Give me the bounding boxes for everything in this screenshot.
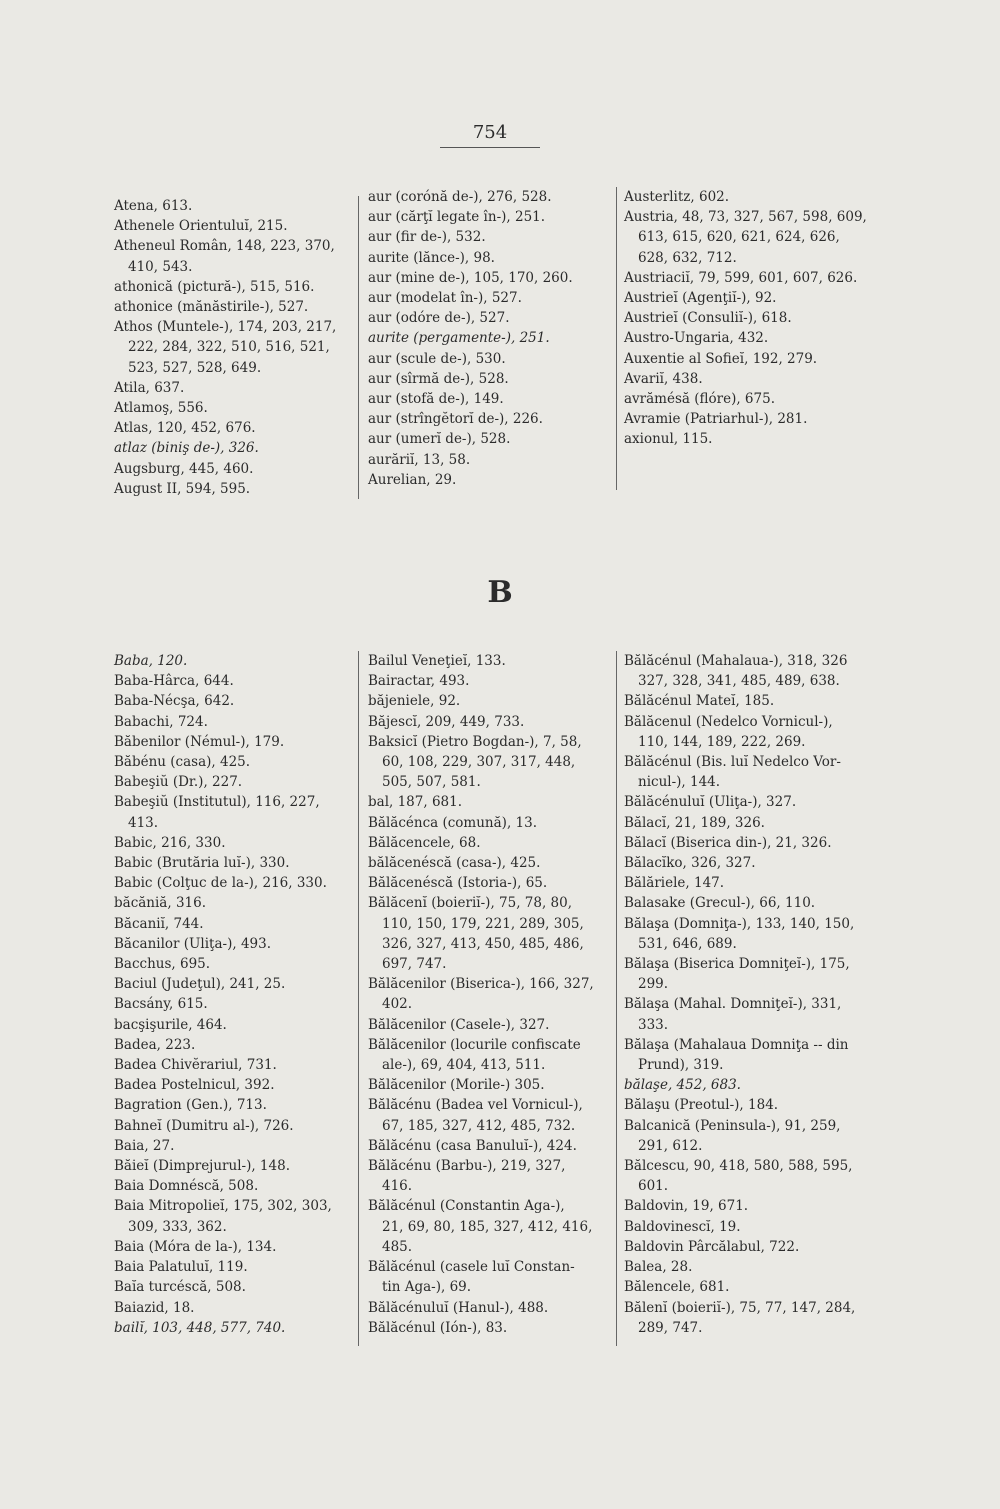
index-entry: Babic, 216, 330.: [114, 834, 226, 851]
index-entry: Baba, 120.: [114, 653, 188, 669]
index-entry: Babachi, 724.: [114, 713, 208, 730]
index-entry: Bălăcénuluĭ (Uliţa-), 327.: [624, 794, 797, 811]
index-entry-continuation: 67, 185, 327, 412, 485, 732.: [382, 1117, 576, 1134]
index-entry-continuation: ale-), 69, 404, 413, 511.: [382, 1057, 546, 1074]
index-entry-continuation: Prund), 319.: [638, 1057, 724, 1074]
index-entry: Badea Chivĕrariul, 731.: [114, 1057, 277, 1074]
index-entry: Baba-Hârca, 644.: [114, 673, 234, 690]
index-entry: Baldovinescĭ, 19.: [624, 1218, 741, 1235]
index-entry: aur (cărţĭ legate în-), 251.: [368, 209, 546, 226]
index-entry: Bălaşu (Preotul-), 184.: [624, 1097, 779, 1114]
index-entry-continuation: 222, 284, 322, 510, 516, 521,: [128, 339, 330, 356]
index-entry: Avramie (Patriarhul-), 281.: [624, 411, 808, 428]
index-entry: aur (stofă de-), 149.: [368, 391, 504, 408]
index-entry-continuation: 60, 108, 229, 307, 317, 448,: [382, 754, 576, 771]
index-entry: Atlamoş, 556.: [114, 400, 208, 417]
index-entry: Bălăcénu (casa Banuluĭ-), 424.: [368, 1137, 577, 1154]
index-entry: Băbenilor (Némul-), 179.: [114, 733, 285, 750]
index-entry: Bălencele, 681.: [624, 1279, 730, 1296]
index-entry-continuation: 697, 747.: [382, 956, 447, 973]
index-entry: bălăcenéscă (casa-), 425.: [368, 855, 541, 872]
index-entry: athonice (mănăstirile-), 527.: [114, 299, 309, 316]
index-entry: Bălacĭko, 326, 327.: [624, 855, 756, 872]
index-entry: Austriaciĭ, 79, 599, 601, 607, 626.: [624, 269, 858, 286]
index-entry: bal, 187, 681.: [368, 794, 462, 811]
index-entry: Bălaşa (Mahal. Domniţeĭ-), 331,: [624, 996, 842, 1013]
index-column-a1: [114, 196, 336, 499]
index-entry: Bălăcénul (Ión-), 83.: [368, 1319, 508, 1336]
index-entry: Baba-Nécşa, 642.: [114, 693, 235, 710]
index-entry-continuation: 289, 747.: [638, 1319, 703, 1336]
index-entry: Bălaşa (Mahalaua Domniţa -- din: [624, 1036, 849, 1053]
index-entry: Atlas, 120, 452, 676.: [114, 420, 256, 437]
index-entry-continuation: 505, 507, 581.: [382, 774, 481, 791]
index-entry: Bălcescu, 90, 418, 580, 588, 595,: [624, 1158, 853, 1175]
index-entry: Băbénu (casa), 425.: [114, 754, 251, 771]
page-number-rule: [440, 147, 540, 148]
index-entry-continuation: 333.: [638, 1016, 669, 1033]
index-entry: Auxentie al Sofieĭ, 192, 279.: [624, 350, 818, 367]
index-entry: bacşişurile, 464.: [114, 1016, 227, 1033]
index-entry-continuation: 613, 615, 620, 621, 624, 626,: [638, 229, 840, 246]
index-entry-continuation: 601.: [638, 1178, 669, 1195]
index-entry: Augsburg, 445, 460.: [114, 460, 254, 477]
index-entry: Bagration (Gen.), 713.: [114, 1097, 267, 1114]
index-entry: aurite (pergamente-), 251.: [368, 330, 550, 347]
index-entry: Băjescĭ, 209, 449, 733.: [368, 713, 525, 730]
index-entry: Bălăcénu (Barbu-), 219, 327,: [368, 1158, 566, 1175]
index-entry: Babic (Brutăria luĭ-), 330.: [114, 855, 290, 872]
index-entry: athonică (pictură-), 515, 516.: [114, 278, 315, 295]
index-entry: Bălenĭ (boieriĭ-), 75, 77, 147, 284,: [624, 1299, 856, 1316]
column-divider: [358, 196, 359, 499]
index-entry: aur (umerĭ de-), 528.: [368, 431, 511, 448]
index-entry: aur (odóre de-), 527.: [368, 310, 510, 327]
index-entry: Bălacĭ (Biserica din-), 21, 326.: [624, 834, 832, 851]
index-entry: Atheneul Român, 148, 223, 370,: [114, 238, 335, 255]
index-entry: Bălăcenĭ (boieriĭ-), 75, 78, 80,: [368, 895, 573, 912]
index-column-b2: [368, 651, 594, 1338]
section-letter: B: [487, 575, 513, 610]
index-entry: aurăriĭ, 13, 58.: [368, 451, 471, 468]
index-entry: Babeşiŭ (Dr.), 227.: [114, 774, 243, 791]
column-divider: [358, 651, 359, 1346]
index-entry: Austro-Ungaria, 432.: [624, 330, 769, 347]
index-entry: Bălăcenéscă (Istoria-), 65.: [368, 875, 548, 892]
index-entry: Baldovin Pârcălabul, 722.: [624, 1238, 800, 1255]
index-entry: Balasake (Grecul-), 66, 110.: [624, 895, 816, 912]
index-entry-continuation: 110, 150, 179, 221, 289, 305,: [382, 915, 584, 932]
index-entry-continuation: tin Aga-), 69.: [382, 1279, 472, 1296]
index-entry: Baia Domnéscă, 508.: [114, 1178, 259, 1195]
index-entry-continuation: 628, 632, 712.: [638, 249, 737, 266]
index-entry: Athos (Muntele-), 174, 203, 217,: [114, 319, 337, 336]
index-column-a3: [624, 187, 867, 450]
index-entry: Bălăcenul (Nedelco Vornicul-),: [624, 713, 833, 730]
index-entry-continuation: 110, 144, 189, 222, 269.: [638, 733, 806, 750]
index-entry: Bahneĭ (Dumitru al-), 726.: [114, 1117, 294, 1134]
index-entry: bălaşe, 452, 683.: [624, 1077, 741, 1094]
index-entry: Bălăcenilor (Morile-) 305.: [368, 1077, 545, 1094]
index-entry: Bălăcencele, 68.: [368, 834, 481, 851]
index-entry: Bălăcénu (Badea vel Vornicul-),: [368, 1097, 583, 1114]
index-entry: aur (fir de-), 532.: [368, 229, 486, 246]
index-entry: Badea Postelnicul, 392.: [114, 1077, 275, 1094]
index-entry: aurite (lănce-), 98.: [368, 249, 495, 266]
index-entry: băcăniă, 316.: [114, 895, 207, 912]
index-entry: Austerlitz, 602.: [624, 189, 730, 205]
index-entry-continuation: 410, 543.: [128, 258, 193, 275]
index-entry-continuation: 291, 612.: [638, 1137, 703, 1154]
index-entry: băjeniele, 92.: [368, 693, 461, 710]
index-entry: Baciul (Judeţul), 241, 25.: [114, 976, 286, 993]
index-entry-continuation: 523, 527, 528, 649.: [128, 359, 262, 376]
index-entry: Badea, 223.: [114, 1036, 196, 1053]
index-entry: Baiazid, 18.: [114, 1299, 195, 1316]
index-column-b3: [624, 651, 855, 1338]
index-entry-continuation: 309, 333, 362.: [128, 1218, 227, 1235]
index-entry: aur (scule de-), 530.: [368, 350, 506, 367]
index-entry: aur (corónă de-), 276, 528.: [368, 189, 552, 205]
index-column-a2: [368, 187, 573, 490]
index-entry: axionul, 115.: [624, 431, 713, 448]
index-entry: Baldovin, 19, 671.: [624, 1198, 749, 1215]
index-entry: Aurelian, 29.: [368, 471, 457, 488]
index-entry: Bailul Veneţieĭ, 133.: [368, 653, 506, 669]
index-entry: Baksicĭ (Pietro Bogdan-), 7, 58,: [368, 733, 582, 750]
index-entry: Baia Palatuluĭ, 119.: [114, 1259, 248, 1276]
index-entry: Bălăcénul (casele luĭ Constan-: [368, 1259, 575, 1276]
column-divider: [616, 187, 617, 490]
index-entry-continuation: nicul-), 144.: [638, 774, 721, 791]
index-entry: Bacchus, 695.: [114, 956, 211, 973]
index-entry: Bălăcénuluĭ (Hanul-), 488.: [368, 1299, 549, 1316]
index-entry-continuation: 327, 328, 341, 485, 489, 638.: [638, 673, 840, 690]
index-entry-continuation: 402.: [382, 996, 413, 1013]
index-entry-continuation: 326, 327, 413, 450, 485, 486,: [382, 935, 584, 952]
index-entry: avrămésă (flóre), 675.: [624, 391, 775, 408]
index-entry: aur (strîngĕtorĭ de-), 226.: [368, 411, 543, 428]
index-entry: Austria, 48, 73, 327, 567, 598, 609,: [624, 209, 867, 226]
index-entry: bailĭ, 103, 448, 577, 740.: [114, 1319, 286, 1336]
index-entry: Baia, 27.: [114, 1137, 175, 1154]
index-entry: aur (modelat în-), 527.: [368, 290, 522, 307]
index-entry-continuation: 413.: [128, 814, 159, 831]
index-entry: Babic (Colţuc de la-), 216, 330.: [114, 875, 327, 892]
index-entry: Avariĭ, 438.: [624, 370, 703, 387]
index-entry: Balea, 28.: [624, 1259, 693, 1276]
index-entry: Bălăcénul (Constantin Aga-),: [368, 1198, 565, 1215]
index-entry: Babeşiŭ (Institutul), 116, 227,: [114, 794, 320, 811]
index-entry: Bălăcenilor (Casele-), 327.: [368, 1016, 550, 1033]
index-entry: Băieĭ (Dimprejurul-), 148.: [114, 1158, 290, 1175]
index-entry: Atila, 637.: [114, 379, 185, 396]
index-entry-continuation: 485.: [382, 1238, 413, 1255]
index-entry: Baia (Móra de la-), 134.: [114, 1238, 277, 1255]
index-entry: Bacsány, 615.: [114, 996, 208, 1013]
index-entry: Baĭa turcéscă, 508.: [114, 1279, 246, 1296]
index-entry-continuation: 531, 646, 689.: [638, 935, 737, 952]
index-entry: Bălăcénca (comună), 13.: [368, 814, 537, 831]
index-entry: Băcanilor (Uliţa-), 493.: [114, 935, 272, 952]
index-entry: Austrieĭ (Agenţiĭ-), 92.: [624, 290, 777, 307]
index-entry: Athenele Orientuluĭ, 215.: [114, 218, 288, 235]
index-entry: Bălăcénul (Bis. luĭ Nedelco Vor-: [624, 754, 841, 771]
index-entry: Bălăriele, 147.: [624, 875, 725, 892]
index-entry: Bălăcénul Mateĭ, 185.: [624, 693, 775, 710]
index-entry: Bălăcenilor (locurile confiscate: [368, 1036, 581, 1053]
index-entry: Bălaşa (Biserica Domniţeĭ-), 175,: [624, 956, 850, 973]
column-divider: [616, 651, 617, 1346]
index-entry: August II, 594, 595.: [114, 480, 251, 497]
index-entry: Baia Mitropolieĭ, 175, 302, 303,: [114, 1198, 332, 1215]
index-entry-continuation: 299.: [638, 976, 669, 993]
index-entry: Bălacĭ, 21, 189, 326.: [624, 814, 765, 831]
index-entry: Bălăcenilor (Biserica-), 166, 327,: [368, 976, 594, 993]
index-entry: aur (mine de-), 105, 170, 260.: [368, 269, 573, 286]
index-entry: Balcanică (Peninsula-), 91, 259,: [624, 1117, 841, 1134]
index-column-b1: [114, 651, 332, 1338]
index-entry: Atena, 613.: [114, 198, 193, 214]
index-entry: atlaz (biniş de-), 326.: [114, 440, 259, 457]
index-entry: aur (sîrmă de-), 528.: [368, 370, 509, 387]
index-entry: Bălaşa (Domniţa-), 133, 140, 150,: [624, 915, 855, 932]
index-entry-continuation: 416.: [382, 1178, 413, 1195]
index-entry: Austrieĭ (Consuliĭ-), 618.: [624, 310, 792, 327]
index-entry-continuation: 21, 69, 80, 185, 327, 412, 416,: [382, 1218, 593, 1235]
index-entry: Bairactar, 493.: [368, 673, 470, 690]
index-entry: Băcaniĭ, 744.: [114, 915, 204, 932]
page-number: 754: [472, 122, 508, 143]
index-entry: Bălăcénul (Mahalaua-), 318, 326: [624, 653, 848, 669]
